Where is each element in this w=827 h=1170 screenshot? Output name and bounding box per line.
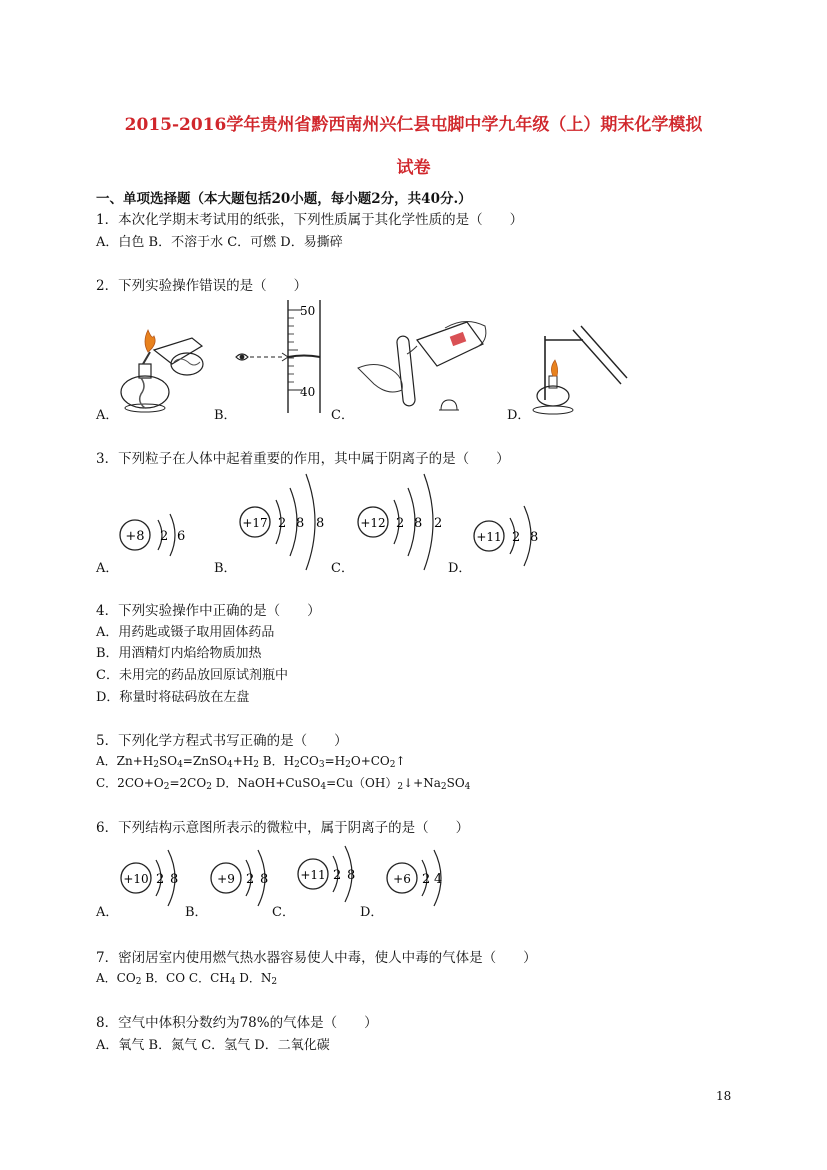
equation-text: SO	[446, 776, 465, 790]
nucleus-charge: +11	[300, 868, 326, 882]
question-2-label-a: A．	[96, 408, 119, 423]
subscript: 4	[320, 782, 327, 792]
subscript: 2	[163, 782, 170, 792]
question-5-stem: 5．下列化学方程式书写正确的是（ ）	[96, 733, 348, 749]
equation-text: O+CO	[350, 754, 390, 768]
shell-electrons: 2	[434, 516, 443, 531]
nucleus-charge: +9	[217, 872, 235, 886]
shell-electrons: 8	[170, 872, 179, 887]
nucleus-charge: +8	[125, 529, 145, 544]
shell-electrons: 2	[278, 516, 287, 531]
atom-diagram-3c	[354, 470, 454, 550]
question-2-label-b: B．	[214, 408, 237, 423]
subscript: 2	[206, 782, 212, 792]
cylinder-mark-50: 50	[300, 304, 316, 318]
equation-text: A．Zn+H	[96, 754, 154, 768]
equation-text: CO	[299, 754, 319, 768]
pouring-liquid-figure	[355, 318, 495, 416]
graduated-cylinder-reading-figure	[230, 300, 330, 415]
shell-electrons: 4	[434, 872, 443, 887]
equation-text: =H	[324, 754, 346, 768]
question-3-stem: 3．下列粒子在人体中起着重要的作用，其中属于阴离子的是（ ）	[96, 451, 510, 467]
shell-electrons: 2	[246, 872, 255, 887]
nucleus-charge: +10	[123, 872, 149, 886]
shell-electrons: 8	[347, 868, 356, 883]
nucleus-charge: +6	[393, 872, 411, 886]
option-text: B．CO C．CH	[141, 971, 230, 985]
subscript: 4	[226, 760, 233, 770]
shell-electrons: 6	[177, 529, 186, 544]
subscript: 4	[464, 782, 471, 792]
alcohol-lamp-lighting-figure	[112, 322, 212, 417]
question-6-label-a: A．	[96, 905, 119, 920]
atom-diagram-6b	[208, 846, 278, 906]
question-6-label-c: C．	[272, 905, 295, 920]
atom-diagram-3d	[470, 498, 560, 558]
question-1-options: A．白色 B．不溶于水 C．可燃 D．易撕碎	[96, 235, 343, 250]
question-4-option-d: D．称量时将砝码放在左盘	[96, 690, 250, 705]
subscript: 2	[135, 977, 142, 987]
question-4-option-b: B．用酒精灯内焰给物质加热	[96, 646, 262, 661]
equation-text: C．2CO+O	[96, 776, 164, 790]
heating-test-tube-figure	[523, 318, 633, 416]
subscript: 2	[294, 760, 300, 770]
equation-text: ↓+Na	[403, 776, 441, 790]
subscript: 2	[345, 760, 351, 770]
page-number: 18	[716, 1089, 732, 1103]
atom-diagram-3a	[116, 510, 196, 560]
document-title-line2: 试卷	[396, 158, 431, 178]
equation-text: D．NaOH+CuSO	[211, 776, 321, 790]
subscript: 4	[177, 760, 183, 770]
question-6-stem: 6．下列结构示意图所表示的微粒中，属于阴离子的是（ ）	[96, 820, 470, 836]
subscript: 2	[253, 760, 259, 770]
question-3-label-c: C．	[331, 561, 354, 576]
subscript: 4	[229, 977, 236, 987]
equation-text: +H	[232, 754, 254, 768]
subscript: 2	[440, 782, 447, 792]
question-5-options-cd	[96, 774, 470, 792]
question-1-stem: 1．本次化学期末考试用的纸张，下列性质属于其化学性质的是（ ）	[96, 212, 524, 228]
atom-diagram-6c	[295, 842, 365, 904]
question-4-option-c: C．未用完的药品放回原试剂瓶中	[96, 668, 288, 683]
subscript: 2	[397, 782, 404, 792]
question-4-option-a: A．用药匙或镊子取用固体药品	[96, 625, 275, 640]
atom-diagram-6d	[384, 846, 454, 906]
question-3-label-d: D．	[448, 561, 472, 576]
question-7-options	[96, 969, 277, 987]
equation-text: =ZnSO	[182, 754, 227, 768]
nucleus-charge: +11	[476, 530, 502, 544]
subscript: 2	[153, 760, 159, 770]
document-title-line1: 2015-2016学年贵州省黔西南州兴仁县屯脚中学九年级（上）期末化学模拟	[124, 115, 703, 135]
atom-diagram-6a	[118, 846, 188, 906]
section-heading: 一、单项选择题（本大题包括20小题，每小题2分，共40分.）	[96, 191, 472, 207]
equation-text: =2CO	[169, 776, 207, 790]
equation-text: =Cu（OH）	[326, 776, 398, 790]
question-8-stem: 8．空气中体积分数约为78%的气体是（ ）	[96, 1015, 378, 1031]
shell-electrons: 2	[156, 872, 165, 887]
gas-arrow-icon: ↑	[395, 754, 406, 768]
option-text: D．N	[235, 971, 272, 985]
shell-electrons: 2	[396, 516, 405, 531]
question-3-label-a: A．	[96, 561, 119, 576]
cylinder-mark-40: 40	[300, 385, 316, 399]
equation-text: B．H	[258, 754, 295, 768]
subscript: 2	[389, 760, 396, 770]
shell-electrons: 8	[530, 530, 539, 545]
question-8-options: A．氧气 B．氮气 C．氢气 D．二氧化碳	[96, 1038, 330, 1053]
nucleus-charge: +17	[242, 516, 268, 530]
subscript: 2	[271, 977, 278, 987]
question-4-stem: 4．下列实验操作中正确的是（ ）	[96, 603, 321, 619]
shell-electrons: 8	[260, 872, 269, 887]
atom-diagram-3b	[236, 470, 336, 550]
question-2-stem: 2．下列实验操作错误的是（ ）	[96, 278, 308, 294]
question-7-stem: 7．密闭居室内使用燃气热水器容易使人中毒，使人中毒的气体是（ ）	[96, 950, 537, 966]
question-2-label-d: D．	[507, 408, 531, 423]
question-3-label-b: B．	[214, 561, 237, 576]
nucleus-charge: +12	[360, 516, 386, 530]
option-text: A．CO	[96, 971, 136, 985]
shell-electrons: 2	[160, 529, 169, 544]
subscript: 3	[318, 760, 325, 770]
shell-electrons: 2	[512, 530, 521, 545]
shell-electrons: 2	[333, 868, 342, 883]
question-2-label-c: C．	[331, 408, 354, 423]
shell-electrons: 8	[316, 516, 325, 531]
shell-electrons: 2	[422, 872, 431, 887]
equation-text: SO	[159, 754, 178, 768]
question-6-label-b: B．	[185, 905, 208, 920]
shell-electrons: 8	[296, 516, 305, 531]
question-5-options-ab	[96, 752, 406, 770]
question-6-label-d: D．	[360, 905, 384, 920]
shell-electrons: 8	[414, 516, 423, 531]
